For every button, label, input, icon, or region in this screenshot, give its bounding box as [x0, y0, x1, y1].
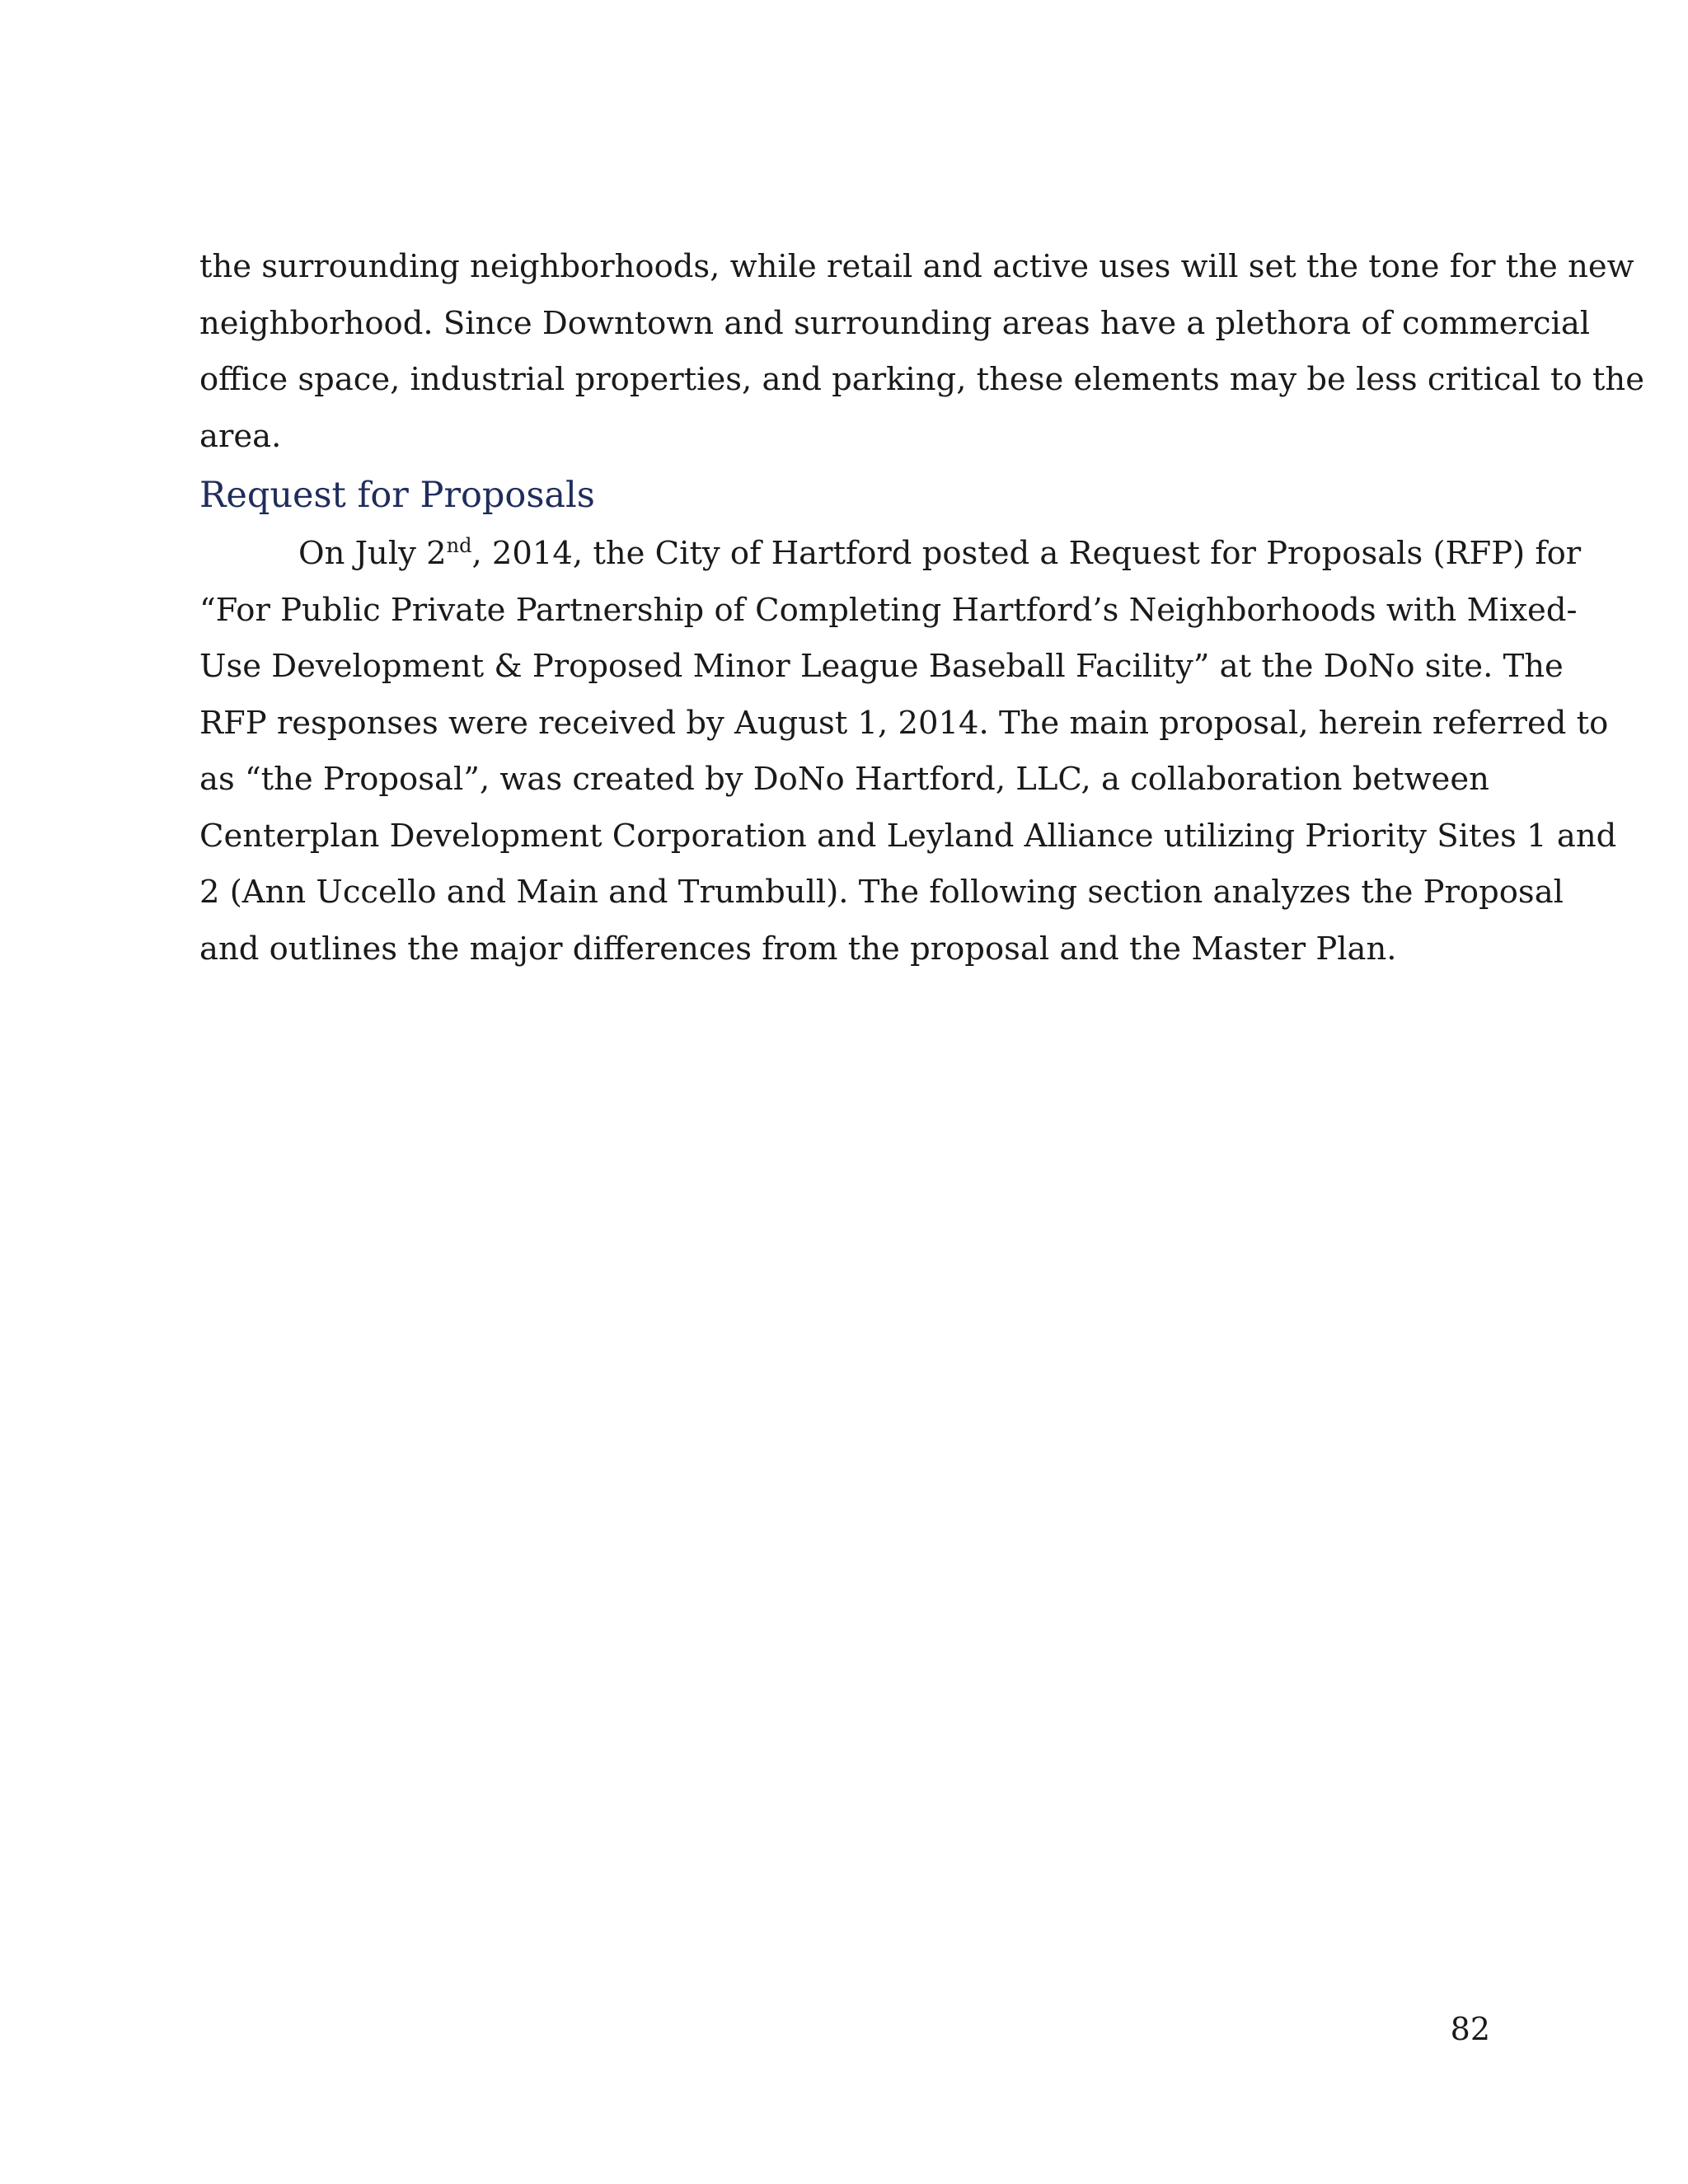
- intro-line: area.: [199, 417, 282, 455]
- rfp-first-line: [199, 526, 1582, 583]
- rfp-first-line-start: On July 2: [298, 535, 447, 572]
- intro-paragraph: [199, 239, 1644, 465]
- intro-line: the surrounding neighborhoods, while retail and active uses will set the tone for the new: [199, 248, 1634, 285]
- rfp-line: Centerplan Development Corporation and Leyland Alliance utilizing Priority Sites 1 and: [199, 817, 1617, 855]
- rfp-line: RFP responses were received by August 1, 2014. The main proposal, herein referred to: [199, 704, 1609, 742]
- rfp-line: and outlines the major differences from the proposal and the Master Plan.: [199, 930, 1397, 968]
- rfp-line: as “the Proposal”, was created by DoNo Hartford, LLC, a collaboration between: [199, 761, 1489, 798]
- intro-line: office space, industrial properties, and parking, these elements may be less critical to the: [199, 361, 1644, 398]
- section-heading: Request for Proposals: [199, 475, 595, 516]
- page-number: 82: [1450, 2011, 1490, 2047]
- ordinal-superscript: nd: [446, 534, 472, 557]
- rfp-paragraph: [199, 526, 1617, 977]
- page-content: [199, 239, 1644, 977]
- rfp-first-line-end: , 2014, the City of Hartford posted a Request for Proposals (RFP) for: [471, 535, 1582, 572]
- intro-line: neighborhood. Since Downtown and surrounding areas have a plethora of commercial: [199, 304, 1591, 342]
- rfp-line: Use Development & Proposed Minor League Baseball Facility” at the DoNo site. The: [199, 648, 1564, 685]
- rfp-line: “For Public Private Partnership of Completing Hartford’s Neighborhoods with Mixed-: [199, 591, 1578, 629]
- rfp-line: 2 (Ann Uccello and Main and Trumbull). The following section analyzes the Proposal: [199, 874, 1564, 911]
